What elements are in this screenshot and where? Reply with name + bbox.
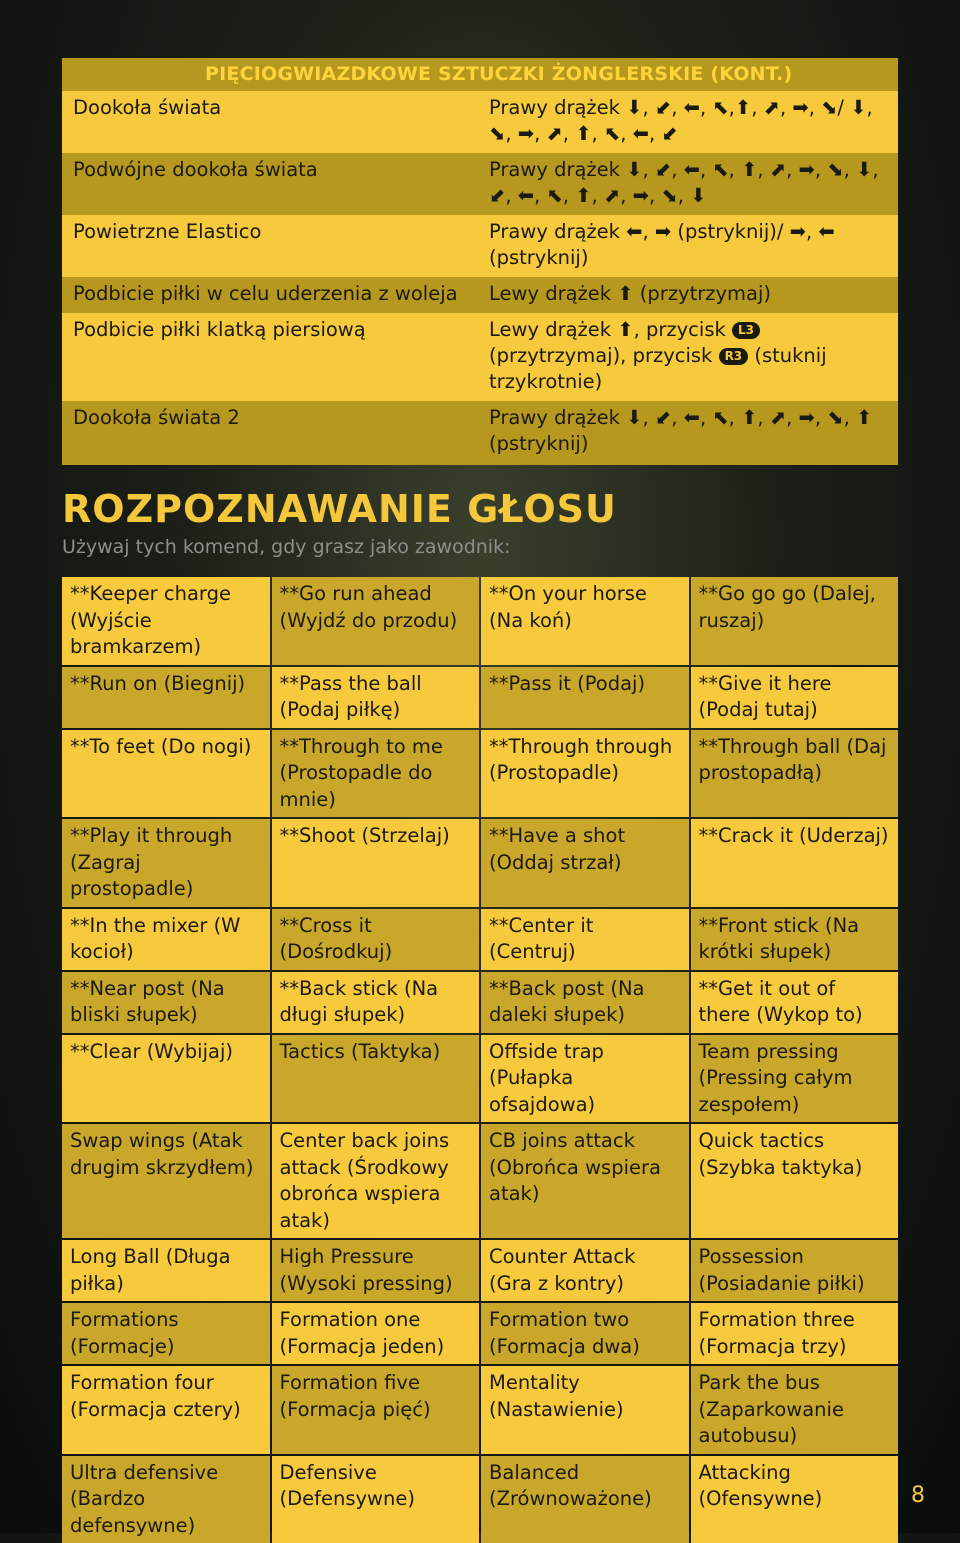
voice-command-cell: **Center it (Centruj) bbox=[481, 909, 689, 970]
table-header: PIĘCIOGWIAZDKOWE SZTUCZKI ŻONGLERSKIE (KONT.) bbox=[62, 58, 898, 91]
trick-name: Podwójne dookoła świata bbox=[62, 153, 479, 215]
trick-row bbox=[62, 91, 898, 153]
voice-command-cell: **Front stick (Na krótki słupek) bbox=[691, 909, 899, 970]
instruction-text: Lewy drążek ⬆, przycisk bbox=[489, 318, 726, 341]
trick-row bbox=[62, 401, 898, 463]
voice-command-cell: Long Ball (Długa piłka) bbox=[62, 1240, 270, 1301]
voice-command-cell: **Have a shot (Oddaj strzał) bbox=[481, 819, 689, 907]
voice-command-cell: Counter Attack (Gra z kontry) bbox=[481, 1240, 689, 1301]
voice-command-cell: **Shoot (Strzelaj) bbox=[272, 819, 480, 907]
trick-instruction: Prawy drążek ⬅, ➡ (pstryknij)/ ➡, ⬅ (pstryknij) bbox=[479, 215, 898, 277]
voice-command-cell: Ultra defensive (Bardzo defensywne) bbox=[62, 1456, 270, 1543]
l3-button-icon: L3 bbox=[732, 322, 760, 339]
instruction-text: (przytrzymaj), przycisk bbox=[489, 344, 712, 367]
section-title: ROZPOZNAWANIE GŁOSU bbox=[62, 489, 898, 529]
voice-command-cell: Formations (Formacje) bbox=[62, 1303, 270, 1364]
voice-command-cell: **Pass the ball (Podaj piłkę) bbox=[272, 667, 480, 728]
trick-row bbox=[62, 277, 898, 313]
voice-command-cell: **Back post (Na daleki słupek) bbox=[481, 972, 689, 1033]
voice-command-cell: Formation four (Formacja cztery) bbox=[62, 1366, 270, 1454]
manual-page bbox=[62, 58, 898, 1543]
voice-command-cell: **Clear (Wybijaj) bbox=[62, 1035, 270, 1123]
voice-command-cell: Possession (Posiadanie piłki) bbox=[691, 1240, 899, 1301]
voice-command-cell: **On your horse (Na koń) bbox=[481, 577, 689, 665]
trick-instruction: Prawy drążek ⬇, ⬋, ⬅, ⬉, ⬆, ⬈, ➡, ⬊, ⬇, ⬋, ⬅, ⬉, ⬆, ⬈, ➡, ⬊, ⬇ bbox=[479, 153, 898, 215]
voice-command-cell: **Through through (Prostopadle) bbox=[481, 730, 689, 818]
voice-command-cell: Tactics (Taktyka) bbox=[272, 1035, 480, 1123]
voice-command-cell: CB joins attack (Obrońca wspiera atak) bbox=[481, 1124, 689, 1238]
voice-command-cell: Center back joins attack (Środkowy obrońca wspiera atak) bbox=[272, 1124, 480, 1238]
voice-command-cell: Formation two (Formacja dwa) bbox=[481, 1303, 689, 1364]
voice-command-cell: High Pressure (Wysoki pressing) bbox=[272, 1240, 480, 1301]
voice-command-cell: Formation three (Formacja trzy) bbox=[691, 1303, 899, 1364]
voice-command-cell: Swap wings (Atak drugim skrzydłem) bbox=[62, 1124, 270, 1238]
voice-commands-table bbox=[62, 577, 898, 1543]
voice-command-cell: **Get it out of there (Wykop to) bbox=[691, 972, 899, 1033]
voice-command-cell: Mentality (Nastawienie) bbox=[481, 1366, 689, 1454]
page-number: 8 bbox=[911, 1483, 925, 1508]
voice-command-cell: **Cross it (Dośrodkuj) bbox=[272, 909, 480, 970]
voice-command-cell: Attacking (Ofensywne) bbox=[691, 1456, 899, 1543]
trick-instruction: Prawy drążek ⬇, ⬋, ⬅, ⬉, ⬆, ⬈, ➡, ⬊, ⬆ (pstryknij) bbox=[479, 401, 898, 463]
trick-name: Dookoła świata bbox=[62, 91, 479, 153]
voice-command-cell: **To feet (Do nogi) bbox=[62, 730, 270, 818]
section-subtitle: Używaj tych komend, gdy grasz jako zawodnik: bbox=[62, 535, 898, 559]
voice-command-cell: **Go go go (Dalej, ruszaj) bbox=[691, 577, 899, 665]
voice-command-cell: **Through to me (Prostopadle do mnie) bbox=[272, 730, 480, 818]
trick-row bbox=[62, 153, 898, 215]
trick-instruction bbox=[479, 313, 898, 401]
voice-command-cell: **In the mixer (W kocioł) bbox=[62, 909, 270, 970]
voice-command-cell: **Back stick (Na długi słupek) bbox=[272, 972, 480, 1033]
trick-row bbox=[62, 313, 898, 401]
voice-command-cell: **Crack it (Uderzaj) bbox=[691, 819, 899, 907]
voice-command-cell: Quick tactics (Szybka taktyka) bbox=[691, 1124, 899, 1238]
trick-instruction: Prawy drążek ⬇, ⬋, ⬅, ⬉,⬆, ⬈, ➡, ⬊/ ⬇, ⬊, ➡, ⬈, ⬆, ⬉, ⬅, ⬋ bbox=[479, 91, 898, 153]
voice-command-cell: Defensive (Defensywne) bbox=[272, 1456, 480, 1543]
voice-command-cell: **Go run ahead (Wyjdź do przodu) bbox=[272, 577, 480, 665]
trick-name: Podbicie piłki w celu uderzenia z woleja bbox=[62, 277, 479, 313]
voice-command-cell: **Pass it (Podaj) bbox=[481, 667, 689, 728]
r3-button-icon: R3 bbox=[719, 348, 749, 365]
voice-command-cell: Offside trap (Pułapka ofsajdowa) bbox=[481, 1035, 689, 1123]
voice-command-cell: Formation five (Formacja pięć) bbox=[272, 1366, 480, 1454]
voice-command-cell: Balanced (Zrównoważone) bbox=[481, 1456, 689, 1543]
voice-command-cell: Park the bus (Zaparkowanie autobusu) bbox=[691, 1366, 899, 1454]
trick-name: Powietrzne Elastico bbox=[62, 215, 479, 277]
voice-command-cell: **Near post (Na bliski słupek) bbox=[62, 972, 270, 1033]
juggling-tricks-table bbox=[62, 58, 898, 465]
trick-instruction: Lewy drążek ⬆ (przytrzymaj) bbox=[479, 277, 898, 313]
trick-name: Dookoła świata 2 bbox=[62, 401, 479, 463]
voice-command-cell: **Through ball (Daj prostopadłą) bbox=[691, 730, 899, 818]
voice-command-cell: **Give it here (Podaj tutaj) bbox=[691, 667, 899, 728]
voice-command-cell: **Play it through (Zagraj prostopadle) bbox=[62, 819, 270, 907]
voice-command-cell: Team pressing (Pressing całym zespołem) bbox=[691, 1035, 899, 1123]
trick-row bbox=[62, 215, 898, 277]
voice-command-cell: **Run on (Biegnij) bbox=[62, 667, 270, 728]
instruction-text: (stuknij trzykrotnie) bbox=[489, 344, 827, 393]
trick-name: Podbicie piłki klatką piersiową bbox=[62, 313, 479, 401]
voice-command-cell: Formation one (Formacja jeden) bbox=[272, 1303, 480, 1364]
voice-command-cell: **Keeper charge (Wyjście bramkarzem) bbox=[62, 577, 270, 665]
